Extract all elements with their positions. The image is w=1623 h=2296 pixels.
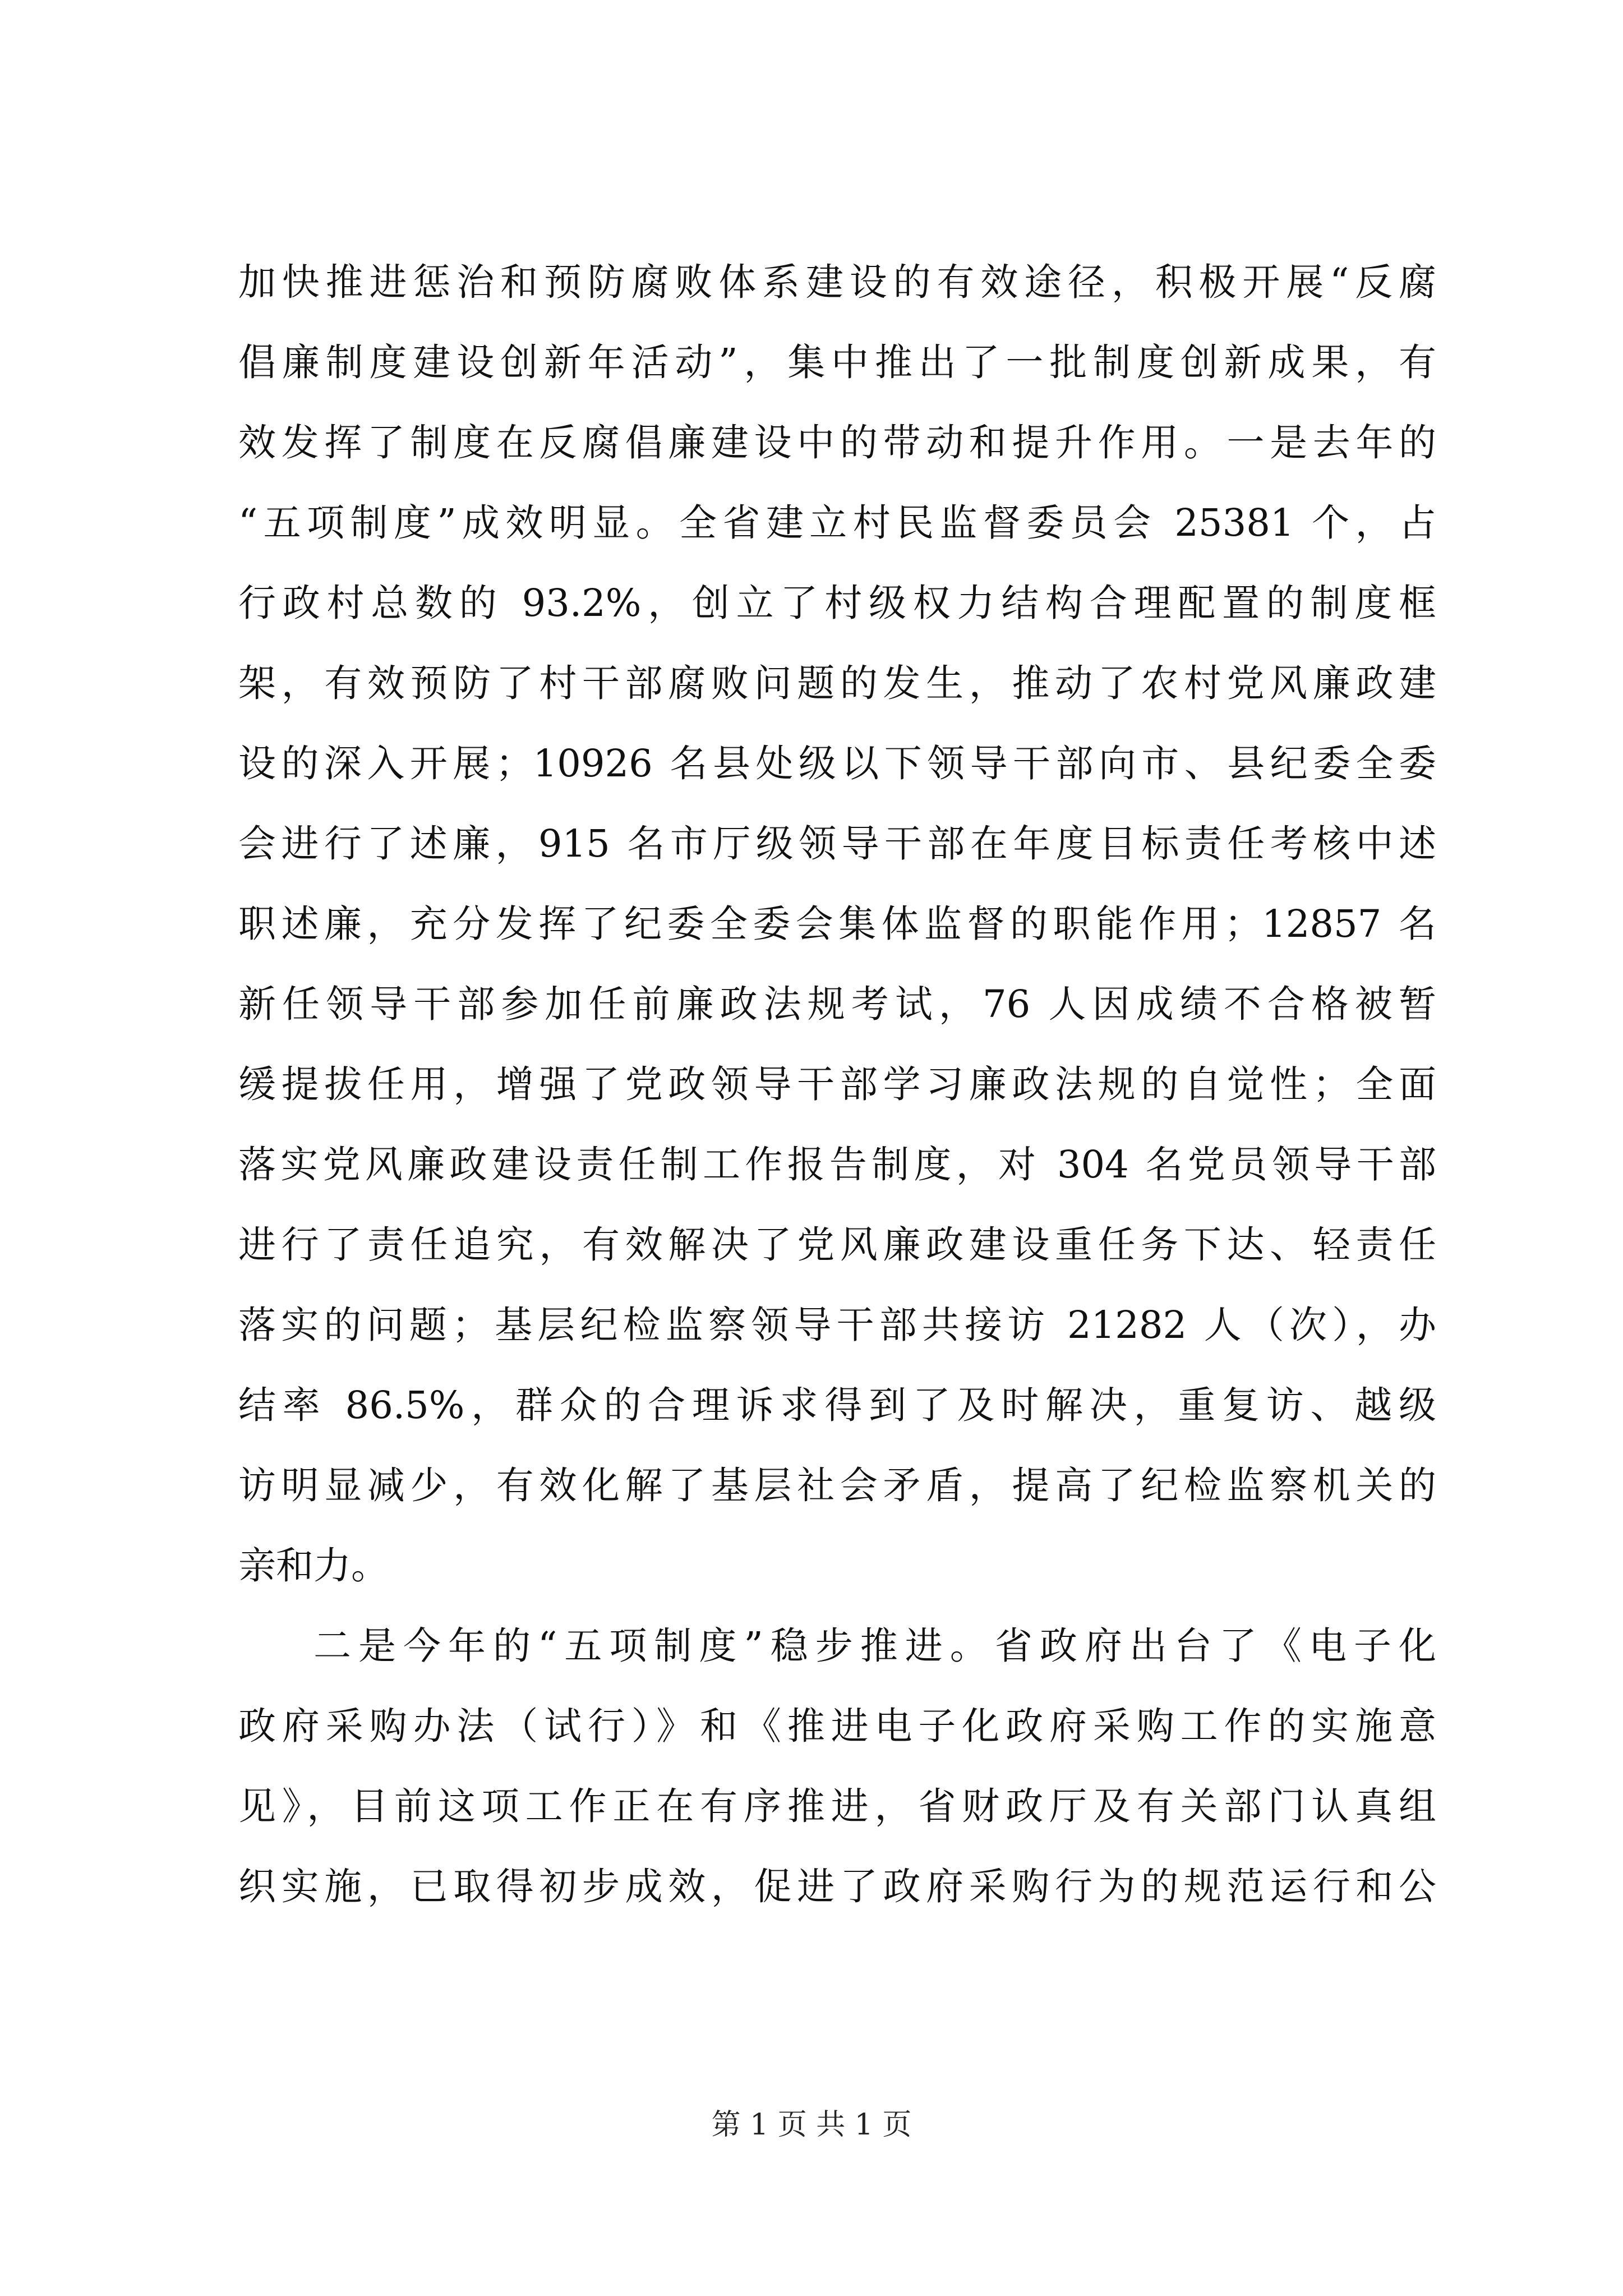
text-line: 职述廉，充分发挥了纪委全委会集体监督的职能作用；12857 名 (238, 902, 1436, 946)
paragraph-1 (238, 242, 1436, 1606)
page-footer (0, 2105, 1623, 2145)
text-line: 新任领导干部参加任前廉政法规考试，76 人因成绩不合格被暂 (238, 982, 1436, 1026)
text-line: 行政村总数的 93.2%，创立了村级权力结构合理配置的制度框 (238, 581, 1436, 625)
text-line: 进行了责任追究，有效解决了党风廉政建设重任务下达、轻责任 (238, 1223, 1436, 1267)
text-line: 访明显减少，有效化解了基层社会矛盾，提高了纪检监察机关的 (238, 1464, 1436, 1507)
text-line: “五项制度”成效明显。全省建立村民监督委员会 25381 个，占 (238, 501, 1436, 545)
text-line: 政府采购办法（试行）》和《推进电子化政府采购工作的实施意 (238, 1704, 1436, 1748)
text-line: 会进行了述廉，915 名市厅级领导干部在年度目标责任考核中述 (238, 822, 1436, 866)
text-line: 落实的问题；基层纪检监察领导干部共接访 21282 人（次），办 (238, 1303, 1436, 1347)
text-line: 结率 86.5%，群众的合理诉求得到了及时解决，重复访、越级 (238, 1383, 1436, 1427)
document-body (238, 242, 1436, 1927)
text-line: 缓提拔任用，增强了党政领导干部学习廉政法规的自觉性；全面 (238, 1062, 1436, 1106)
text-line: 二是今年的“五项制度”稳步推进。省政府出台了《电子化 (313, 1624, 1436, 1668)
text-line: 效发挥了制度在反腐倡廉建设中的带动和提升作用。一是去年的 (238, 421, 1436, 464)
page-number-label: 第 1 页 共 1 页 (711, 2108, 912, 2142)
paragraph-2 (238, 1606, 1436, 1927)
text-line: 架，有效预防了村干部腐败问题的发生，推动了农村党风廉政建 (238, 661, 1436, 705)
text-line: 倡廉制度建设创新年活动”，集中推出了一批制度创新成果，有 (238, 341, 1436, 384)
text-line: 织实施，已取得初步成效，促进了政府采购行为的规范运行和公 (238, 1865, 1436, 1908)
text-line: 设的深入开展；10926 名县处级以下领导干部向市、县纪委全委 (238, 742, 1436, 785)
text-line: 见》，目前这项工作正在有序推进，省财政厅及有关部门认真组 (238, 1784, 1436, 1828)
text-line: 落实党风廉政建设责任制工作报告制度，对 304 名党员领导干部 (238, 1143, 1436, 1186)
text-line: 加快推进惩治和预防腐败体系建设的有效途径，积极开展“反腐 (238, 260, 1436, 304)
text-line: 亲和力。 (238, 1544, 389, 1588)
